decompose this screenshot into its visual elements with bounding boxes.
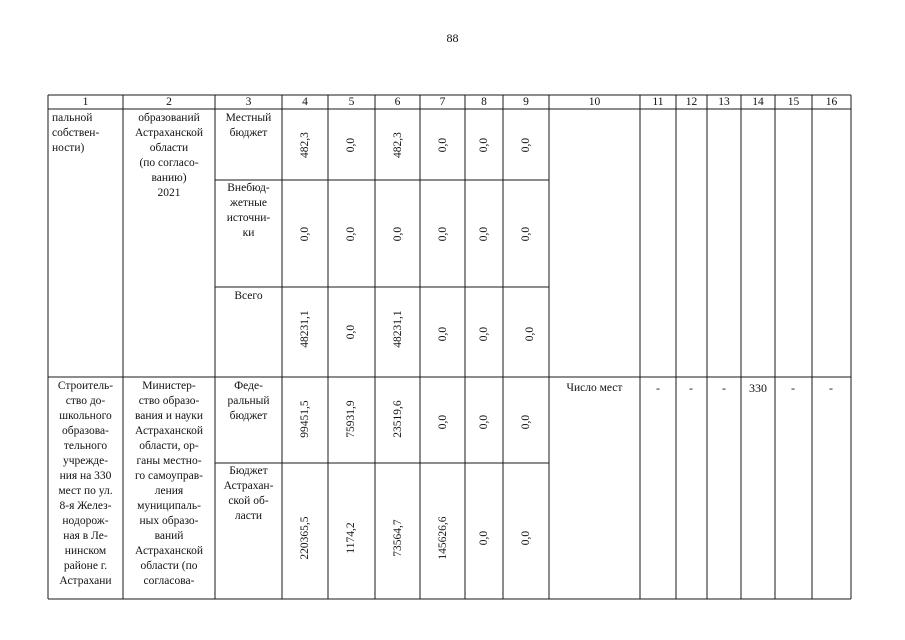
block1-row2-c8: 0,0: [478, 226, 490, 242]
header-cell-5: 5: [348, 96, 355, 108]
block1-row2-c7: 0,0: [437, 226, 449, 242]
header-cell-10: 10: [588, 96, 601, 108]
header-cell-4: 4: [302, 96, 308, 108]
block2-row2-c6: 73564,7: [392, 519, 404, 557]
block1-col2-text: образований Астраханской области (по согласо- ванию) 2021: [134, 112, 203, 199]
header-cell-1: 1: [82, 96, 89, 108]
block2-row2-c8: 0,0: [478, 530, 490, 546]
block2-c11: -: [656, 381, 660, 395]
block1-row3-c8: 0,0: [478, 326, 490, 342]
block2-row2-c5: 1174,2: [345, 522, 357, 554]
block1-row3-c4: 48231,1: [299, 310, 311, 348]
block1-row2-c9: 0,0: [520, 226, 532, 242]
header-cell-12: 12: [685, 96, 698, 108]
header-cell-13: 13: [718, 96, 730, 108]
block2-row2-c4: 220365,5: [299, 516, 311, 560]
header-cell-15: 15: [787, 96, 800, 108]
block2-row1-c7: 0,0: [437, 414, 449, 430]
block2-row1-c4: 99451,5: [299, 400, 311, 438]
block1-row3-c6: 48231,1: [392, 310, 404, 348]
block2-c16: -: [829, 381, 833, 395]
header-cell-6: 6: [394, 96, 401, 108]
header-cell-3: 3: [245, 96, 252, 108]
header-cell-9: 9: [523, 96, 529, 108]
block1-row1-c9: 0,0: [520, 137, 532, 153]
block2-col1-text: Строитель- ство до- школьного образова- тельного учрежде- ния на 330 мест по ул. 8-я Желез- нодорож- ная в Ле- нинском районе г. Астрахани: [57, 380, 114, 587]
block2-col2-text: Министер- ство образо- вания и науки Астраханской области, ор- ганы местно- го самоуправ- ления муниципаль- ных образо- ваний Астраханской области (по согласова-: [134, 380, 204, 587]
block1-row3-c5: 0,0: [345, 324, 357, 340]
block2-c12: -: [689, 381, 693, 395]
page-number: 88: [446, 31, 459, 45]
block1-col1-text: пальной собствен- ности): [52, 112, 100, 154]
block1-row1-c8: 0,0: [478, 137, 490, 153]
block1-row2-source: Внебюд- жетные источни- ки: [226, 182, 271, 239]
block2-row2-source: Бюджет Астрахан- ской об- ласти: [223, 465, 274, 522]
block1-row2-c4: 0,0: [299, 226, 311, 242]
header-cell-7: 7: [439, 96, 446, 108]
block1-row3-c7: 0,0: [437, 326, 449, 342]
block2-col10-text: Число мест: [566, 382, 623, 394]
block1-row3-c9: 0,0: [524, 326, 536, 342]
block1-row2-c6: 0,0: [392, 226, 404, 242]
header-cell-8: 8: [481, 96, 487, 108]
header-cell-2: 2: [166, 96, 172, 108]
block2-row1-c5: 75931,9: [345, 400, 357, 438]
header-cell-11: 11: [652, 96, 664, 108]
header-cell-14: 14: [752, 96, 764, 108]
block2-row1-c8: 0,0: [478, 414, 490, 430]
block1-row2-c5: 0,0: [345, 226, 357, 242]
block2-row1-source: Феде- ральный бюджет: [227, 380, 270, 422]
block1-row1-c5: 0,0: [345, 137, 357, 153]
header-cell-16: 16: [825, 96, 838, 108]
block1-row3-source: Всего: [234, 290, 263, 302]
block2-c14: 330: [749, 381, 767, 395]
block2-row2-c9: 0,0: [520, 530, 532, 546]
block1-row1-source: Местный бюджет: [225, 112, 272, 139]
block2-row1-c6: 23519,6: [392, 400, 404, 438]
block2-c15: -: [791, 381, 795, 395]
block2-row2-c7: 145626,6: [437, 516, 449, 560]
block1-row1-c4: 482,3: [299, 132, 311, 158]
block2-row1-c9: 0,0: [520, 414, 532, 430]
block1-row1-c7: 0,0: [437, 137, 449, 153]
block1-row1-c6: 482,3: [392, 132, 404, 158]
block2-c13: -: [722, 381, 726, 395]
